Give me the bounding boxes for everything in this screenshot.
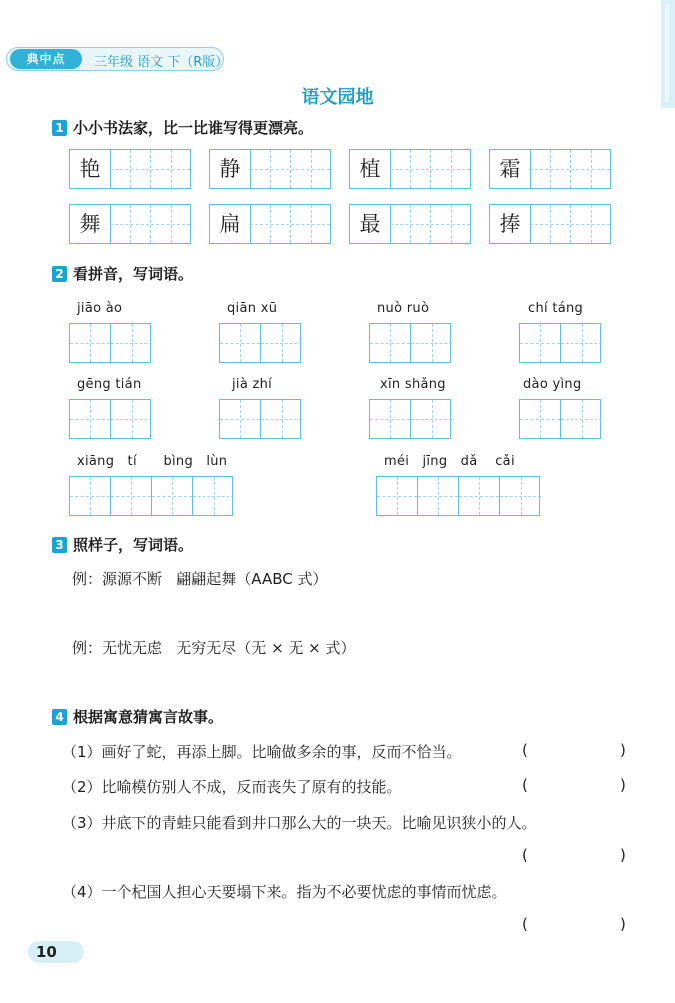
- question-1-number: 1: [52, 120, 67, 136]
- question-3-number: 3: [52, 537, 67, 553]
- fable-item: （1）画好了蛇，再添上脚。比喻做多余的事，反而不恰当。: [62, 743, 462, 761]
- writing-box[interactable]: [349, 149, 471, 189]
- model-character: 扁: [219, 212, 241, 236]
- example-line: 例：源源不断 翩翩起舞（AABC 式）: [72, 570, 328, 588]
- model-character: 静: [219, 157, 241, 181]
- answer-paren-close: ): [620, 741, 626, 759]
- model-character: 艳: [79, 157, 101, 181]
- answer-paren-close: ): [620, 846, 626, 864]
- answer-grid[interactable]: [69, 476, 233, 516]
- pinyin-label: nuò ruò: [377, 301, 430, 316]
- answer-paren-open[interactable]: (: [522, 741, 528, 759]
- pinyin-label: gēng tián: [77, 377, 142, 392]
- pinyin-label: méi jīng dǎ cǎi: [384, 454, 515, 469]
- answer-grid[interactable]: [519, 399, 601, 439]
- answer-grid[interactable]: [519, 323, 601, 363]
- question-4-number: 4: [52, 709, 67, 725]
- page-number: 10: [36, 943, 57, 961]
- fable-item: （3）井底下的青蛙只能看到井口那么大的一块天。比喻见识狭小的人。: [62, 814, 537, 832]
- pinyin-label: chí táng: [528, 301, 584, 316]
- page-number-badge: [28, 941, 84, 963]
- writing-box[interactable]: [349, 204, 471, 244]
- writing-box[interactable]: [489, 149, 611, 189]
- writing-box[interactable]: [69, 149, 191, 189]
- writing-box[interactable]: [209, 149, 331, 189]
- answer-grid[interactable]: [376, 476, 540, 516]
- answer-paren-close: ): [620, 915, 626, 933]
- writing-box[interactable]: [209, 204, 331, 244]
- answer-grid[interactable]: [69, 323, 151, 363]
- model-character: 捧: [499, 212, 521, 236]
- answer-paren-open[interactable]: (: [522, 915, 528, 933]
- pinyin-label: xiāng tí bìng lùn: [77, 454, 228, 469]
- writing-box[interactable]: [489, 204, 611, 244]
- pinyin-label: jià zhí: [232, 377, 273, 392]
- pinyin-label: jiāo ào: [77, 301, 123, 316]
- question-3-title: 照样子，写词语。: [73, 536, 194, 554]
- pinyin-label: dào yìng: [523, 377, 582, 392]
- pinyin-label: xīn shǎng: [380, 377, 446, 392]
- model-character: 舞: [79, 212, 101, 236]
- pinyin-label: qiān xū: [227, 301, 278, 316]
- answer-paren-open[interactable]: (: [522, 776, 528, 794]
- answer-grid[interactable]: [69, 399, 151, 439]
- fable-item: （4）一个杞国人担心天要塌下来。指为不必要忧虑的事情而忧虑。: [62, 883, 507, 901]
- question-4-title: 根据寓意猜寓言故事。: [73, 708, 224, 726]
- question-2-number: 2: [52, 266, 67, 282]
- answer-grid[interactable]: [369, 323, 451, 363]
- example-line: 例：无忧无虑 无穷无尽（无 × 无 × 式）: [72, 639, 356, 657]
- question-1-title: 小小书法家，比一比谁写得更漂亮。: [73, 119, 314, 137]
- model-character: 最: [359, 212, 381, 236]
- book-logo: 典中点: [10, 49, 82, 69]
- model-character: 霜: [499, 157, 521, 181]
- page-title: 语文园地: [301, 87, 374, 108]
- question-2-title: 看拼音，写词语。: [73, 265, 194, 283]
- answer-grid[interactable]: [219, 323, 301, 363]
- answer-paren-open[interactable]: (: [522, 846, 528, 864]
- book-subtitle: 三年级 语文 下（R版）: [94, 55, 229, 70]
- answer-grid[interactable]: [369, 399, 451, 439]
- answer-paren-close: ): [620, 776, 626, 794]
- model-character: 植: [359, 157, 381, 181]
- fable-item: （2）比喻模仿别人不成，反而丧失了原有的技能。: [62, 778, 402, 796]
- writing-box[interactable]: [69, 204, 191, 244]
- answer-grid[interactable]: [219, 399, 301, 439]
